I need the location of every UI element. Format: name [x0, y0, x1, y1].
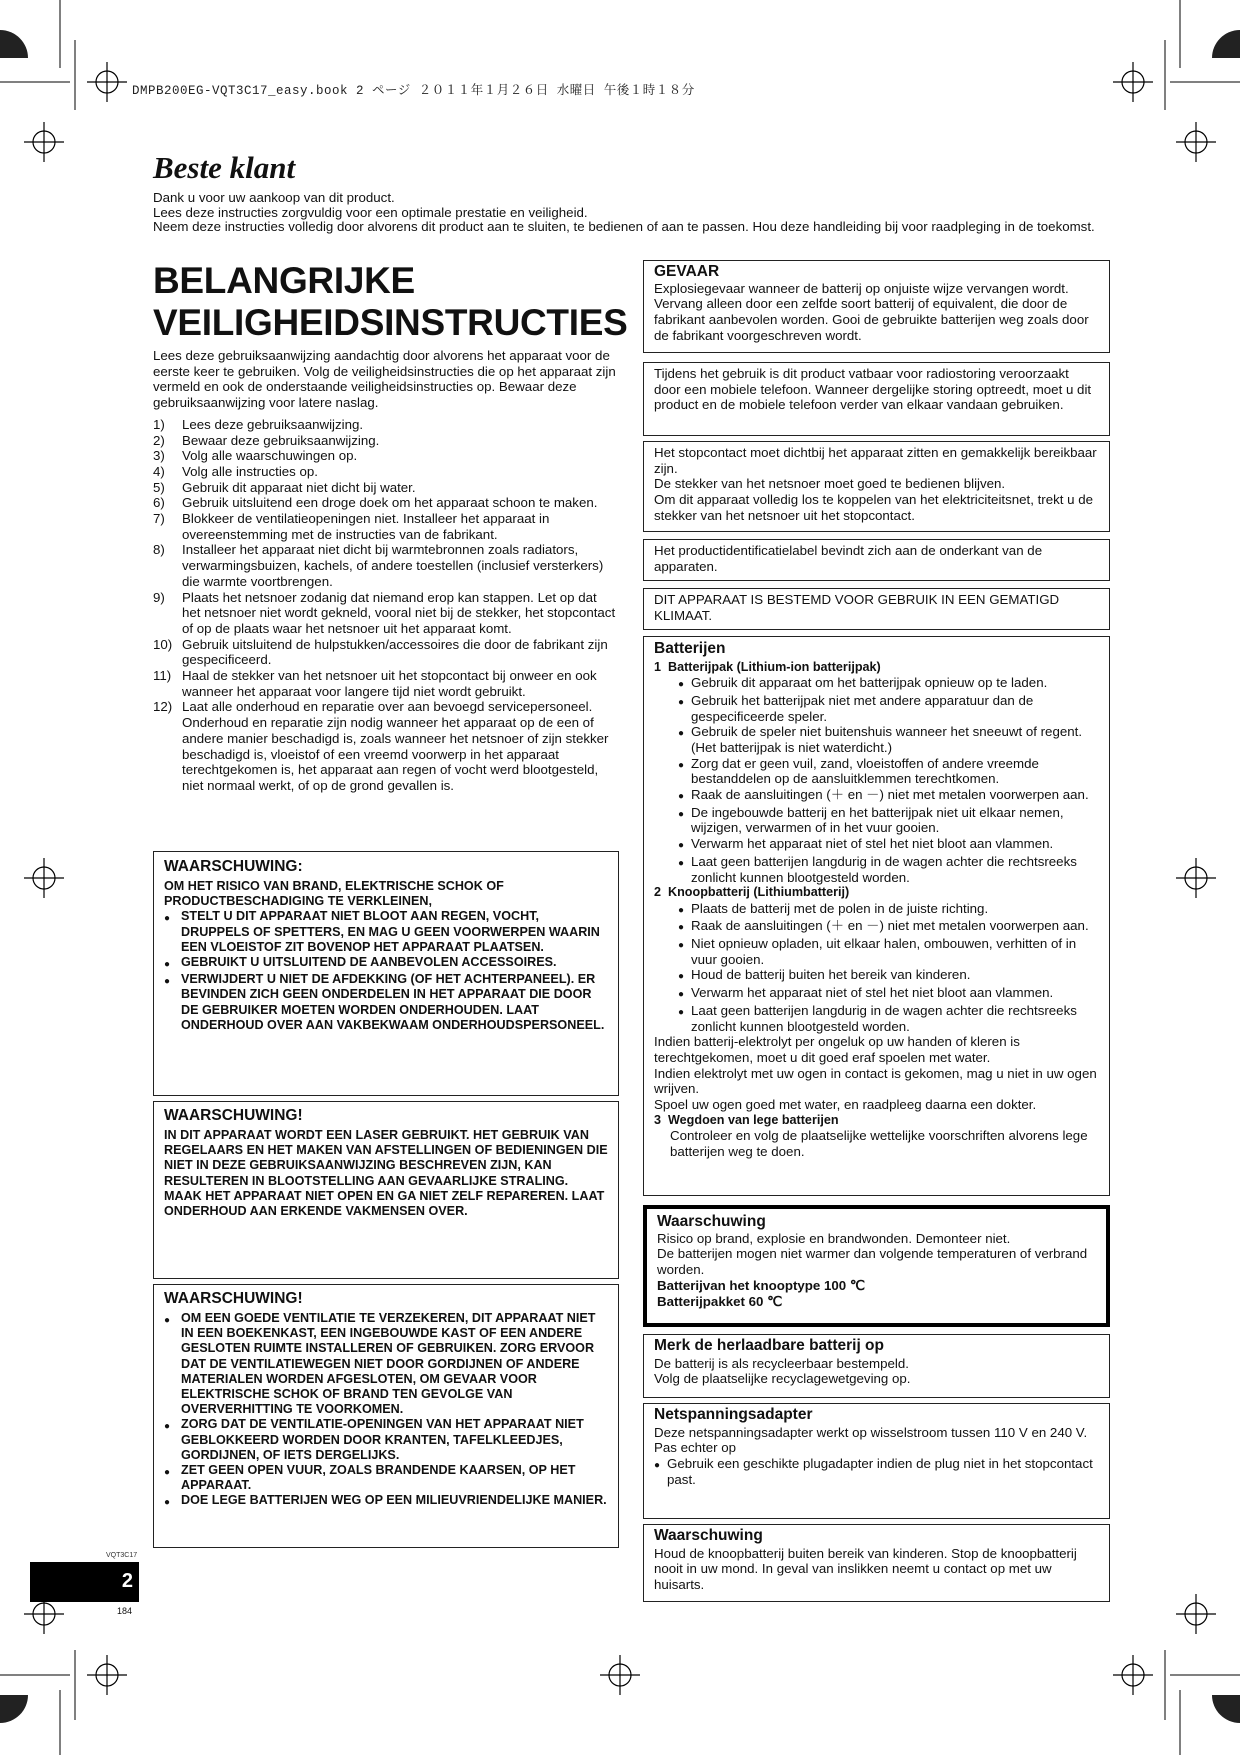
bullet-icon: ● [678, 840, 685, 852]
bullet-icon: ● [678, 728, 685, 740]
bullet-icon: ● [678, 857, 685, 869]
instruction-text: Lees deze gebruiksaanwijzing. [182, 416, 364, 432]
instruction-item [153, 668, 616, 699]
button-cell-bullets [654, 901, 1099, 1035]
product-label-box [643, 539, 1110, 581]
warning-bullets [164, 1311, 608, 1511]
section-title: Knoopbatterij (Lithiumbatterij) [668, 885, 850, 900]
battery-pack-bullets [654, 675, 1099, 885]
bullet-icon: ● [678, 904, 685, 916]
batterijen-title: Batterijen [654, 640, 726, 657]
section-number: 2 [654, 885, 662, 900]
child-warning-title: Waarschuwing [654, 1527, 763, 1544]
instruction-number: 8) [153, 542, 165, 558]
bullet-item [164, 1311, 608, 1417]
instruction-text: Blokkeer de ventilatieopeningen niet. Installeer het apparaat in overeenstemming met de instructies van de fabrikant. [182, 511, 550, 542]
page-title-line: BELANGRIJKE [153, 260, 415, 301]
warning-text: IN DIT APPARAAT WORDT EEN LASER GEBRUIKT. HET GEBRUIK VAN REGELAARS EN HET MAKEN VAN AFSTELLINGEN OF BEDIENINGEN DIE NIET IN DEZE GEBRUIKSAANWIJZING BESCHREVEN ZIJN, KAN RESULTEREN IN BLOOTSTELLING AAN GEVAARLIJKE STRALING. [164, 1128, 608, 1188]
intro-title: Beste klant [153, 150, 296, 185]
instruction-number: 1) [153, 416, 165, 432]
temperature-warning-box [643, 1205, 1110, 1327]
bullet-item [164, 1463, 608, 1493]
bullet-text: Houd de batterij buiten het bereik van kinderen. [691, 967, 971, 983]
bullet-text: Niet opnieuw opladen, uit elkaar halen, ombouwen, verhitten of in vuur gooien. [691, 936, 1077, 967]
bullet-item [678, 693, 1099, 724]
section-number: 1 [654, 659, 662, 674]
bullet-icon: ● [678, 791, 685, 803]
radio-interference-box [643, 362, 1110, 436]
bullet-icon: ● [678, 679, 685, 691]
bullet-item [164, 1417, 608, 1463]
instruction-item [153, 637, 616, 668]
product-label-text: Het productidentificatielabel bevindt zich aan de onderkant van de apparaten. [654, 543, 1043, 574]
bullet-icon: ● [164, 1467, 171, 1479]
bullet-icon: ● [678, 1006, 685, 1018]
bullet-item [678, 967, 1099, 985]
intro-line: Neem deze instructies volledig door alvorens dit product aan te sluiten, te bedienen of aan te passen. Hou deze handleiding bij voor raadpleging in de toekomst. [153, 219, 1095, 235]
bullet-text: Gebruik de speler niet buitenshuis wanneer het sneeuwt of regent. (Het batterijpak is niet waterdicht.) [691, 724, 1083, 755]
recycle-title: Merk de herlaadbare batterij op [654, 1337, 884, 1354]
instruction-item [153, 417, 616, 433]
bullet-item [678, 854, 1099, 885]
warning-box-laser [153, 1101, 619, 1279]
bullet-text: DOE LEGE BATTERIJEN WEG OP EEN MILIEUVRIENDELIJKE MANIER. [181, 1493, 607, 1508]
bullet-text: Raak de aansluitingen (＋ en －) niet met metalen voorwerpen aan. [691, 918, 1089, 934]
bullet-text: Laat geen batterijen langdurig in de wagen achter die rechtsreeks zonlicht kunnen blootgesteld worden. [691, 1002, 1077, 1034]
temperature-warning-title: Waarschuwing [657, 1213, 766, 1230]
bullet-icon: ● [678, 759, 685, 771]
child-warning-text: Houd de knoopbatterij buiten bereik van kinderen. Stop de knoopbatterij nooit in uw mond. In geval van inslikken neemt u contact op met uw huisarts. [654, 1545, 1077, 1593]
adapter-box [643, 1403, 1110, 1519]
bullet-icon: ● [678, 808, 685, 820]
gevaar-box [643, 260, 1110, 353]
model-code: VQT3C17 [106, 1552, 138, 1559]
bullet-item [678, 836, 1099, 854]
bullet-item [678, 787, 1099, 805]
section-number: 3 [654, 1112, 662, 1127]
section-title: Wegdoen van lege batterijen [668, 1112, 839, 1127]
gevaar-text: Explosiegevaar wanneer de batterij op onjuiste wijze vervangen wordt. Vervang alleen door een zelfde soort batterij of equivalent, die door de fabrikant aanbevolen worden. Gooi de gebruikte batterijen weg zoals door de fabrikant voorgeschreven wordt. [654, 280, 1089, 343]
instruction-text: Plaats het netsnoer zodanig dat niemand erop kan stappen. Let op dat het netsnoer niet wordt geknеld, vooral niet bij de stekker, het stopcontact of op de plaats waar het netsnoer uit het apparaat komt. [182, 589, 616, 636]
bullet-item [678, 724, 1099, 755]
safety-instructions-list [153, 417, 616, 794]
bullet-item [678, 675, 1099, 693]
adapter-bullet-text: Gebruik een geschikte plugadapter indien de plug niet in het stopcontact past. [667, 1456, 1093, 1487]
recycle-line: De batterij is als recycleerbaar bestempeld. [654, 1355, 909, 1371]
warning-title: WAARSCHUWING: [164, 858, 303, 875]
instruction-item [153, 433, 616, 449]
instruction-text: Installeer het apparaat niet dicht bij warmtebronnen zoals radiators, verwarmingsbuizen, kachels, of andere toestellen (inclusief versterkers) die warmte voortbrengen. [182, 542, 604, 589]
bullet-text: ZORG DAT DE VENTILATIE-OPENINGEN VAN HET APPARAAT NIET GEBLOKKEERD WORDEN DOOR KRANTEN, TAFELKLEEDJES, GORDIJNEN, OF IETS DERGELIJKS. [181, 1417, 584, 1462]
child-warning-box [643, 1524, 1110, 1602]
bullet-item [164, 1493, 608, 1510]
bullet-item [678, 756, 1099, 787]
bullet-icon: ● [678, 696, 685, 708]
recycle-box [643, 1334, 1110, 1398]
stopcontact-box [643, 441, 1110, 532]
main-body [153, 348, 616, 794]
instruction-text: Gebruik uitsluitend een droge doek om het apparaat schoon te maken. [182, 495, 598, 511]
bullet-text: Plaats de batterij met de polen in de juiste richting. [691, 900, 989, 916]
instruction-text: Volg alle instructies op. [182, 463, 319, 479]
bullet-item [678, 901, 1099, 919]
bullet-icon: ● [164, 976, 171, 988]
instruction-item [153, 448, 616, 464]
page-number-small: 184 [117, 1606, 133, 1616]
bullet-item [678, 936, 1099, 967]
electrolyte-text: Indien batterij-elektrolyt per ongeluk op uw handen of kleren is terechtgekomen, moet u dit goed eraf spoelen met water. [654, 1034, 1020, 1065]
disposal-text: Controleer en volg de plaatselijke wettelijke voorschriften alvorens lege batterijen weg te doen. [670, 1128, 1088, 1159]
bullet-text: ZET GEEN OPEN VUUR, ZOALS BRANDENDE KAARSEN, OP HET APPARAAT. [181, 1463, 576, 1493]
stopcontact-line: Het stopcontact moet dichtbij het apparaat zitten en gemakkelijk bereikbaar zijn. [654, 445, 1097, 476]
bullet-text: VERWIJDERT U NIET DE AFDEKKING (OF HET ACHTERPANEEL). ER BEVINDEN ZICH GEEN ONDERDELEN IN HET APPARAAT DIE DOOR DE GEBRUIKER MOETEN WORDEN ONDERHOUDEN. LAAT ONDERHOUD OVER AAN VAKBEKWAAM ONDERHOUDSPERSONEEL. [181, 972, 605, 1032]
temperature-warning-line: De batterijen mogen niet warmer dan volgende temperaturen of verbrand worden. [657, 1246, 1088, 1278]
intro-line: Dank u voor uw aankoop van dit product. [153, 190, 395, 205]
instruction-text: Volg alle waarschuwingen op. [182, 448, 358, 464]
instruction-item [153, 511, 616, 542]
warning-title: WAARSCHUWING! [164, 1290, 303, 1307]
bullet-item [678, 918, 1099, 936]
main-paragraph: Lees deze gebruiksaanwijzing aandachtig door alvorens het apparaat voor de eerste keer te gebruiken. Volg de veiligheidsinstructies die op het apparaat zijn vermeld en ook de onderstaande veiligheidsinstructies op. Bewaar deze gebruiksaanwijzing voor latere naslag. [153, 348, 616, 411]
battery-pack-heading [654, 660, 1099, 675]
temperature-warning-line: Batterijpakket 60 ℃ [657, 1293, 783, 1309]
bullet-item [164, 972, 608, 1033]
bullet-item [164, 955, 608, 972]
bullet-text: Laat geen batterijen langdurig in de wagen achter die rechtsreeks zonlicht kunnen blootgesteld worden. [691, 853, 1077, 885]
adapter-line: Pas echter op [654, 1440, 737, 1456]
instruction-text: Gebruik uitsluitend de hulpstukken/accessoires die door de fabrikant zijn gespecificeerd. [182, 636, 608, 668]
bullet-text: Verwarm het apparaat niet of stel het niet bloot aan vlammen. [691, 836, 1054, 852]
instruction-item [153, 699, 616, 793]
instruction-number: 5) [153, 479, 165, 495]
temperature-warning-line: Batterijvan het knooptype 100 ℃ [657, 1277, 865, 1293]
instruction-number: 12) [153, 699, 173, 715]
bullet-item [678, 1003, 1099, 1034]
adapter-title: Netspanningsadapter [654, 1406, 813, 1423]
instruction-number: 2) [153, 432, 165, 448]
intro-line: Lees deze instructies zorgvuldig voor een optimale prestatie en veiligheid. [153, 204, 588, 220]
instruction-item [153, 590, 616, 637]
warning-intro: OM HET RISICO VAN BRAND, ELEKTRISCHE SCHOK OF PRODUCTBESCHADIGING TE VERKLEINEN, [164, 879, 504, 909]
instruction-text: Haal de stekker van het netsnoer uit het stopcontact bij onweer en ook wanneer het apparaat voor langere tijd niet wordt gebruikt. [182, 668, 597, 699]
electrolyte-text: Indien elektrolyt met uw ogen in contact is gekomen, mag u niet in uw ogen wrijven. [654, 1065, 1097, 1097]
instruction-item [153, 464, 616, 480]
bullet-text: Gebruik het batterijpak niet met andere apparatuur dan de gespecificeerde speler. [691, 692, 1034, 724]
warning-title: WAARSCHUWING! [164, 1107, 303, 1124]
bullet-icon: ● [678, 940, 685, 952]
page-number: 2 [30, 1562, 139, 1602]
bullet-text: Zorg dat er geen vuil, zand, vloeistoffen of andere vreemde bestanddelen op de aansluitklemmen terechtkomen. [691, 755, 1039, 787]
instruction-item [153, 542, 616, 589]
bullet-icon: ● [164, 1497, 171, 1509]
bullet-icon: ● [678, 989, 685, 1001]
temperature-warning-line: Risico op brand, explosie en brandwonden. Demonteer niet. [657, 1230, 1011, 1246]
intro-text [153, 191, 1103, 235]
climate-box [643, 588, 1110, 630]
warning-text: MAAK HET APPARAAT NIET OPEN EN GA NIET ZELF REPAREREN. LAAT ONDERHOUD AAN ERKENDE VAKMENSEN OVER. [164, 1188, 605, 1219]
bullet-text: Gebruik dit apparaat om het batterijpak opnieuw op te laden. [691, 675, 1048, 691]
gevaar-title: GEVAAR [654, 263, 720, 280]
bullet-item [678, 985, 1099, 1003]
bullet-icon: ● [164, 959, 171, 971]
electrolyte-text: Spoel uw ogen goed met water, en raadpleeg daarna een dokter. [654, 1097, 1037, 1113]
button-cell-heading [654, 885, 1099, 900]
stopcontact-line: Om dit apparaat volledig los te koppelen van het elektriciteitsnet, trekt u de stekker van het netsnoer uit het stopcontact. [654, 492, 1094, 523]
instruction-text: Gebruik dit apparaat niet dicht bij water. [182, 479, 416, 495]
radio-text: Tijdens het gebruik is dit product vatbaar voor radiostoring veroorzaakt door een mobiele telefoon. Wanneer dergelijke storing optreedt, moet u dit product en de mobiele telefoon verder van elkaar vandaan gebruiken. [654, 366, 1092, 413]
batterijen-box [643, 636, 1110, 1196]
bullet-item [164, 909, 608, 955]
climate-text: DIT APPARAAT IS BESTEMD VOOR GEBRUIK IN EEN GEMATIGD KLIMAAT. [654, 592, 1060, 623]
bullet-text: STELT U DIT APPARAAT NIET BLOOT AAN REGEN, VOCHT, DRUPPELS OF SPETTERS, EN MAG U GEEN VOORWERPEN WAARIN EEN VLOEISTOF ZIT BOVENOP HET APPARAAT PLAATSEN. [181, 909, 600, 954]
bullet-text: Verwarm het apparaat niet of stel het niet bloot aan vlammen. [691, 985, 1054, 1001]
warning-box-ventilation [153, 1284, 619, 1548]
bullet-text: De ingebouwde batterij en het batterijpak niet uit elkaar nemen, wijzigen, verwarmen of in het vuur gooien. [691, 804, 1064, 836]
instruction-number: 10) [153, 636, 173, 652]
instruction-number: 6) [153, 495, 165, 511]
bullet-icon: ● [164, 1421, 171, 1433]
bullet-icon: ● [164, 913, 171, 925]
bullet-item [678, 805, 1099, 836]
file-info-header: DMPB200EG-VQT3C17_easy.book 2 ページ ２０１１年１月２６日 水曜日 午後１時１８分 [132, 84, 695, 98]
stopcontact-line: De stekker van het netsnoer moet goed te bedienen blijven. [654, 476, 1006, 492]
adapter-line: Deze netspanningsadapter werkt op wisselstroom tussen 110 V en 240 V. [654, 1424, 1088, 1440]
page-title [153, 260, 627, 344]
instruction-text: Bewaar deze gebruiksaanwijzing. [182, 432, 380, 448]
bullet-text: GEBRUIKT U UITSLUITEND DE AANBEVOLEN ACCESSOIRES. [181, 955, 557, 970]
bullet-icon: ● [678, 971, 685, 983]
recycle-line: Volg de plaatselijke recyclagewetgeving op. [654, 1371, 911, 1387]
bullet-text: OM EEN GOEDE VENTILATIE TE VERZEKEREN, DIT APPARAAT NIET IN EEN BOEKENKAST, EEN INGEBOUWDE KAST OF EEN ANDERE GESLOTEN RUIMTE INSTALLEREN OF GEBRUIKEN. ZORG ERVOOR DAT DE VENTILATIEWEGEN NIET DOOR GORDIJNEN OF ANDERE MATERIALEN WORDEN AFGESLOTEN, OM GEVAAR VOOR ELEKTRISCHE SCHOK OF BRAND TEN GEVOLGE VAN OVERVERHITTING TE VOORKOMEN. [181, 1311, 596, 1417]
instruction-number: 9) [153, 589, 165, 605]
page-title-line: VEILIGHEIDSINSTRUCTIES [153, 302, 628, 343]
instruction-number: 4) [153, 463, 165, 479]
instruction-item [153, 495, 616, 511]
bullet-icon: ● [164, 1315, 171, 1326]
instruction-number: 7) [153, 511, 165, 527]
bullet-text: Raak de aansluitingen (＋ en －) niet met metalen voorwerpen aan. [691, 787, 1089, 803]
section-title: Batterijpak (Lithium-ion batterijpak) [668, 659, 881, 674]
warning-box-electric [153, 851, 619, 1096]
instruction-text: Laat alle onderhoud en reparatie over aan bevoegd servicepersoneel. Onderhoud en reparatie zijn nodig wanneer het apparaat op de een of andere manier beschadigd is, zoals wanneer het netsnoer of zijn stekker beschadigd is, vloeistof of een vreemd voorwerp in het apparaat terechtgekomen is, het apparaat aan regen of vocht werd blootgesteld, niet normaal werkt, of op de grond gevallen is. [182, 699, 609, 793]
instruction-number: 3) [153, 448, 165, 464]
bullet-icon: ● [678, 922, 685, 934]
instruction-number: 11) [153, 668, 172, 684]
instruction-item [153, 480, 616, 496]
adapter-bullet: ● Gebruik een geschikte plugadapter indien de plug niet in het stopcontact past. [654, 1456, 1099, 1487]
warning-bullets [164, 909, 608, 1033]
disposal-heading [654, 1113, 1099, 1128]
